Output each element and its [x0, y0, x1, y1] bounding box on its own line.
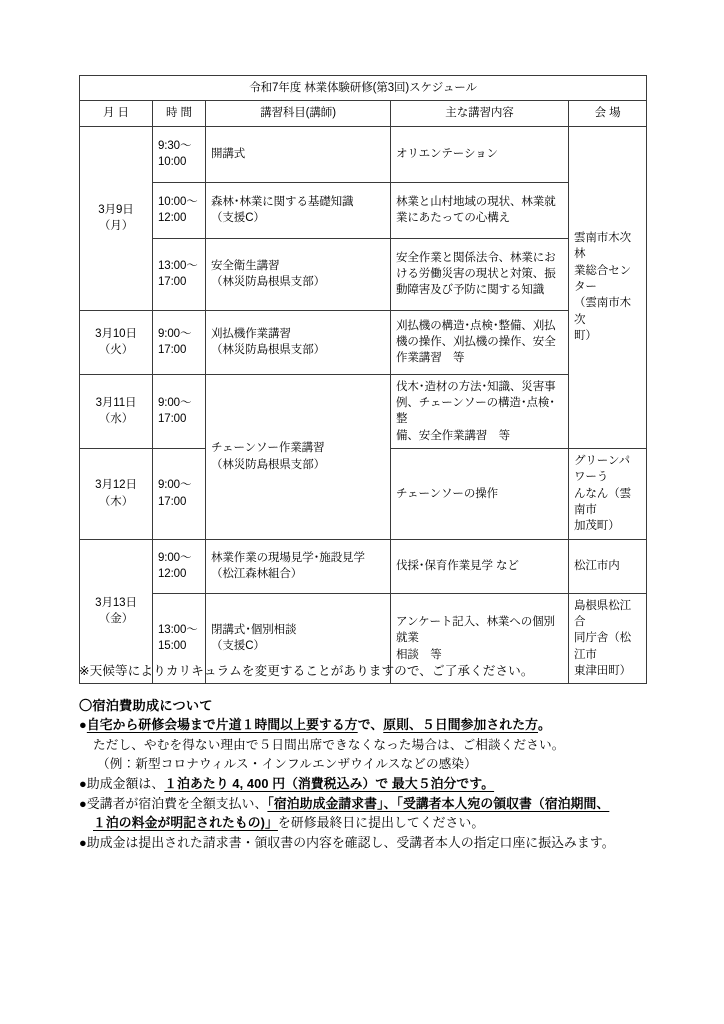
cell-subject: 開講式: [206, 126, 391, 182]
bullet-marker: ●: [79, 795, 87, 811]
cell-time: 13:00～ 15:00: [153, 593, 206, 684]
bullet-marker: ●: [79, 716, 87, 732]
cell-time: 9:00～ 12:00: [153, 539, 206, 593]
cell-date-0311: 3月11日 （水）: [80, 374, 153, 448]
cell-subject: 閉講式･個別相談 （支援C）: [206, 593, 391, 684]
cell-time: 10:00～ 12:00: [153, 182, 206, 238]
cell-time: 9:00～ 17:00: [153, 310, 206, 374]
cell-content: チェーンソーの操作: [391, 448, 569, 539]
eligibility-condition-2: 原則、５日間参加された方: [383, 716, 538, 732]
column-header-content: 主な講習内容: [391, 101, 569, 126]
cell-time: 9:30～ 10:00: [153, 126, 206, 182]
column-header-venue: 会 場: [569, 101, 647, 126]
eligibility-connector: で、: [357, 716, 384, 732]
cell-date-0309: 3月9日 （月）: [80, 126, 153, 310]
eligibility-condition-1: 自宅から研修会場まで片道１時間以上要する方: [86, 716, 358, 732]
eligibility-exception-example: （例：新型コロナウィルス・インフルエンザウイルスなどの感染）: [97, 757, 477, 772]
cell-content: 刈払機の構造･点検･整備、刈払 機の操作、刈払機の操作、安全 作業講習 等: [391, 310, 569, 374]
table-row: [80, 238, 647, 310]
cell-subject: 森林･林業に関する基礎知識 （支援C）: [206, 182, 391, 238]
eligibility-bullet: [79, 716, 659, 739]
cell-content: 林業と山村地域の現状、林業就 業にあたっての心構え: [391, 182, 569, 238]
eligibility-period: 。: [538, 716, 551, 732]
cell-venue-unnan-kisuki: 雲南市木次林 業総合センター （雲南市木次 町）: [569, 126, 647, 448]
cell-date-0313: 3月13日 （金）: [80, 539, 153, 684]
payment-method-text: 助成金は提出された請求書・領収書の内容を確認し、受講者本人の指定口座に振込みます。: [86, 835, 615, 851]
cell-venue-green-power-unnan: グリーンパワーう んなん（雲南市 加茂町）: [569, 448, 647, 539]
required-documents-2: １泊の料金が明記されたもの)」: [93, 815, 278, 831]
cell-venue-matsue-city: 松江市内: [569, 539, 647, 593]
cell-date-0312: 3月12日 （木）: [80, 448, 153, 539]
cell-subject: 林業作業の現場見学･施設見学 （松江森林組合）: [206, 539, 391, 593]
weather-disclaimer: ※天候等によりカリキュラムを変更することがありますので、ご了承ください。: [79, 664, 534, 678]
cell-subject-chainsaw: チェーンソー作業講習 （林災防島根県支部）: [206, 374, 391, 539]
spacer: [79, 684, 659, 699]
cell-venue-shimane-matsue-goudou: 島根県松江合 同庁舎（松江市 東津田町）: [569, 593, 647, 684]
cell-content: 伐採･保育作業見学 など: [391, 539, 569, 593]
bullet-marker: ●: [79, 835, 87, 851]
table-row: [80, 182, 647, 238]
cell-content: オリエンテーション: [391, 126, 569, 182]
table-header-row: [80, 101, 647, 126]
cell-time: 13:00～ 17:00: [153, 238, 206, 310]
cell-subject: 安全衛生講習 （林災防島根県支部）: [206, 238, 391, 310]
schedule-table: [79, 75, 647, 684]
column-header-date: 月 日: [80, 101, 153, 126]
cell-subject: 刈払機作業講習 （林災防島根県支部）: [206, 310, 391, 374]
table-row: [80, 126, 647, 182]
subsidy-amount-prefix: 助成金額は、: [86, 775, 165, 791]
lodging-subsidy-heading: 〇宿泊費助成について: [79, 697, 213, 713]
cell-time: 9:00～ 17:00: [153, 374, 206, 448]
column-header-subject: 講習科目(講師): [206, 101, 391, 126]
cell-content: アンケート記入、林業への個別就業 相談 等: [391, 593, 569, 684]
notes-section: [79, 663, 659, 857]
schedule-table-container: [79, 75, 646, 684]
cell-content: 伐木･造材の方法･知識、災害事 例、チェーンソーの構造･点検･整 備、安全作業講習 等: [391, 374, 569, 448]
cell-date-0310: 3月10日 （火）: [80, 310, 153, 374]
bullet-marker: ●: [79, 775, 87, 791]
table-row: [80, 310, 647, 374]
column-header-time: 時 間: [153, 101, 206, 126]
table-row: [80, 374, 647, 448]
payment-method-bullet: [79, 837, 659, 857]
receipt-deadline: を研修最終日に提出してください。: [277, 815, 485, 831]
eligibility-exception: ただし、やむを得ない理由で５日間出席できなくなった場合は、ご相談ください。: [93, 737, 565, 752]
table-row: [80, 539, 647, 593]
cell-content: 安全作業と関係法令、林業にお ける労働災害の現状と対策、振 動障害及び予防に関する知識: [391, 238, 569, 310]
required-documents-1: 「宿泊助成金請求書」、「受講者本人宛の領収書（宿泊期間、: [267, 795, 610, 811]
receipt-prefix: 受講者が宿泊費を全額支払い、: [86, 795, 268, 811]
cell-time: 9:00～ 17:00: [153, 448, 206, 539]
page-title: 令和7年度 林業体験研修(第3回)スケジュール: [80, 76, 647, 101]
subsidy-amount-value: １泊あたり 4, 400 円（消費税込み）で 最大５泊分です。: [164, 775, 495, 791]
table-title-row: [80, 76, 647, 101]
